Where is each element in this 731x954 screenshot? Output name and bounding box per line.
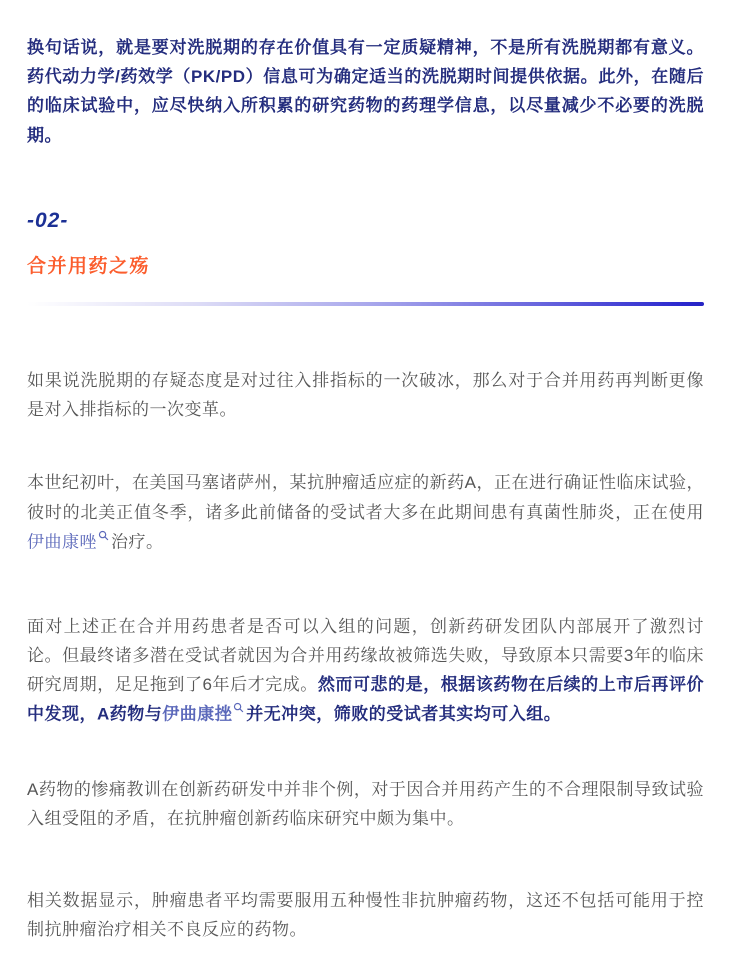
paragraph-lesson — [27, 775, 704, 833]
paragraph-intro-reform — [27, 366, 704, 424]
text-run: 并无冲突，筛败的受试者其实均可入组。 — [246, 705, 562, 724]
section-number: -02- — [27, 208, 69, 232]
text-run: 如果说洗脱期的存疑态度是对过往入排指标的一次破冰，那么对于合并用药再判断更像是对入排指标的一次变革。 — [27, 370, 704, 420]
text-run: 相关数据显示，肿瘤患者平均需要服用五种慢性非抗肿瘤药物，这还不包括可能用于控制抗肿瘤治疗相关不良反应的药物。 — [27, 890, 704, 939]
text-run: A药物的惨痛教训在创新药研发中并非个例，对于因合并用药产生的不合理限制导致试验入组受阻的矛盾，在抗肿瘤创新药临床研究中颇为集中。 — [27, 780, 704, 829]
paragraph-statistics — [27, 886, 704, 944]
paragraph-drug-a-story — [27, 468, 704, 556]
text-run: 治疗。 — [111, 532, 164, 552]
section-subtitle: 合并用药之殇 — [27, 256, 151, 278]
gradient-divider — [27, 302, 704, 306]
search-icon[interactable] — [233, 699, 244, 716]
text-run: 换句话说，就是要对洗脱期的存在价值具有一定质疑精神，不是所有洗脱期都有意义。药代动力学/药效学（PK/PD）信息可为确定适当的洗脱期时间提供依据。此外，在随后的临床试验中，应尽快纳入所积累的研究药物的药理学信息，以尽量减少不必要的洗脱期。 — [27, 38, 704, 145]
drug-search-link[interactable]: 伊曲康挫 — [162, 705, 233, 724]
drug-search-link[interactable]: 伊曲康唑 — [27, 532, 97, 552]
text-run: 然而可悲的是，根据该药物在后续的上市后再评价中发现，A药物与 — [27, 675, 704, 724]
paragraph-team-debate — [27, 612, 704, 730]
text-run: 本世纪初叶，在美国马塞诸萨州，某抗肿瘤适应症的新药A，正在进行确证性临床试验，彼时的北美正值冬季，诸多此前储备的受试者大多在此期间患有真菌性肺炎，正在使用 — [27, 473, 704, 522]
search-icon[interactable] — [98, 527, 109, 544]
text-run: 面对上述正在合并用药患者是否可以入组的问题，创新药研发团队内部展开了激烈讨论。但最终诸多潜在受试者就因为合并用药缘故被筛选失败，导致原本只需要3年的临床研究周期，足足拖到了6年后才完成。 — [27, 616, 704, 695]
paragraph-washout-summary — [27, 33, 704, 150]
